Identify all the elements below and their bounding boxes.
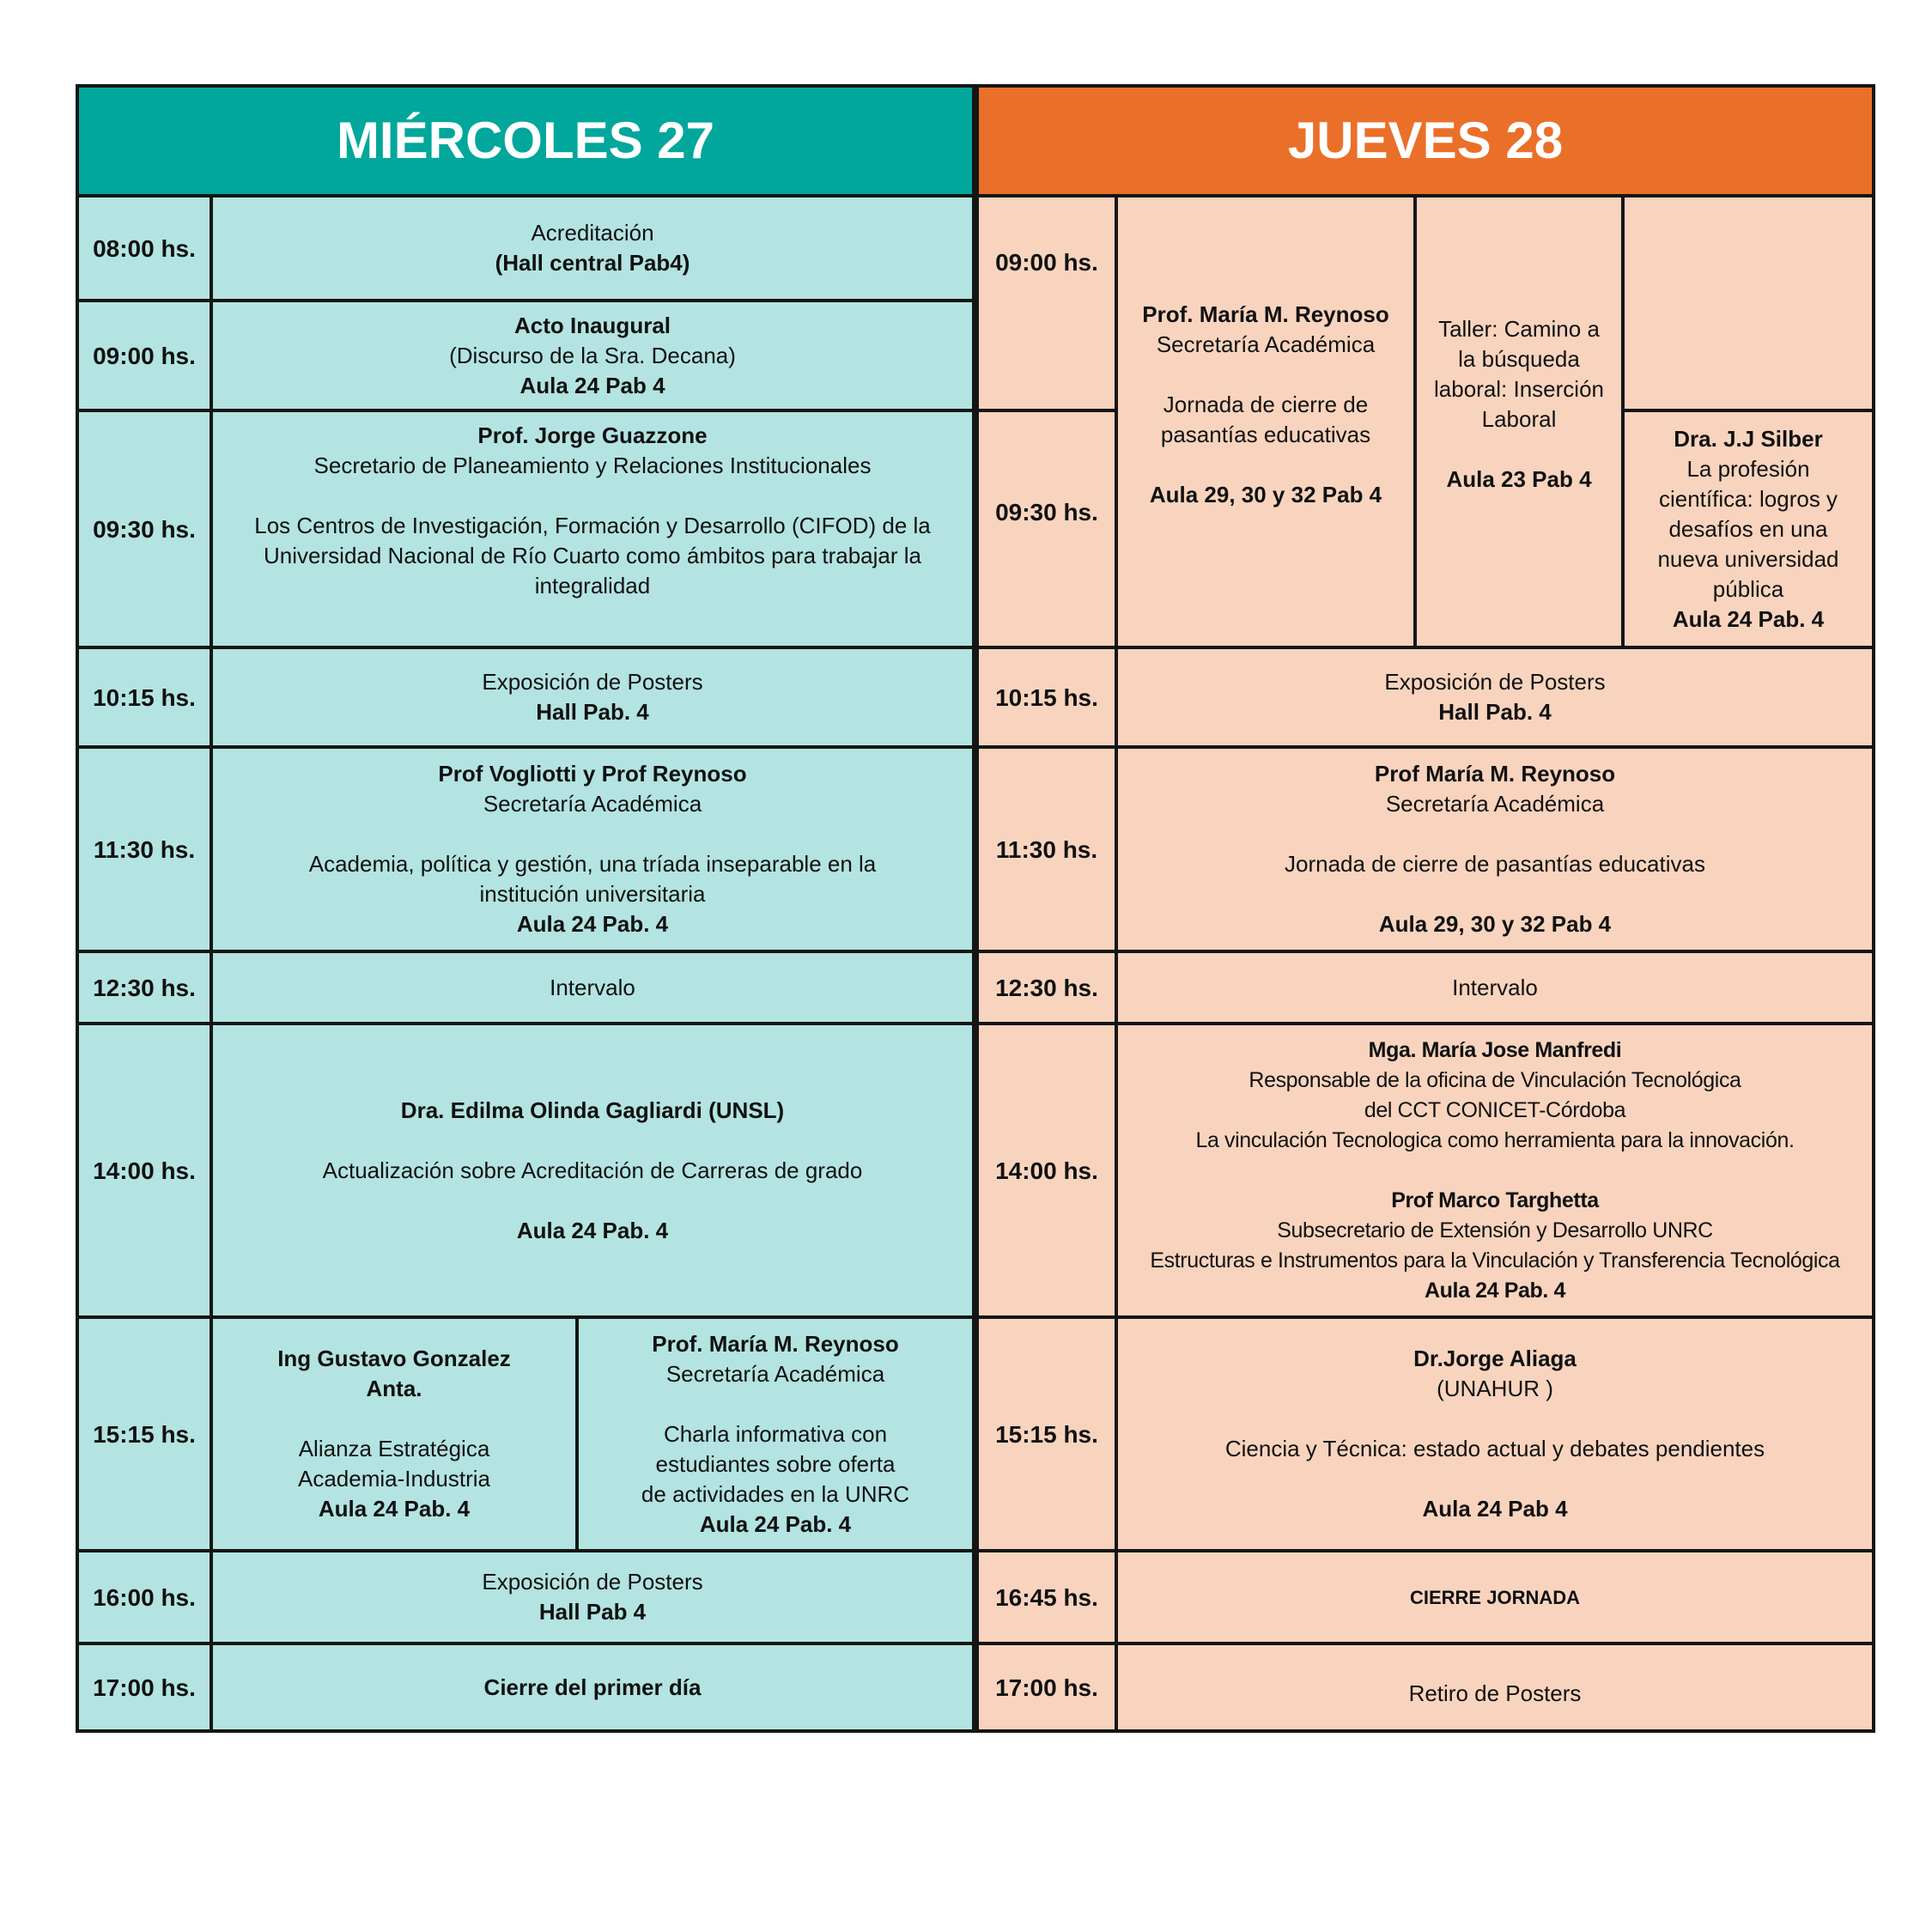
text-line: Secretaría Académica bbox=[1385, 791, 1605, 817]
text-line: Prof. María M. Reynoso bbox=[1142, 301, 1389, 327]
time-wed-0900: 09:00 hs. bbox=[76, 299, 213, 412]
text-line: Secretaría Académica bbox=[665, 1360, 885, 1387]
text-line: (Hall central Pab4) bbox=[495, 250, 690, 276]
time-thu-1645: 16:45 hs. bbox=[975, 1549, 1118, 1645]
thu-1400-manfredi-targhetta bbox=[1115, 1022, 1875, 1319]
text-line: de actividades en la UNRC bbox=[641, 1480, 910, 1507]
text-line: Exposición de Posters bbox=[1384, 669, 1606, 695]
text-line: Los Centros de Investigación, Formación y Desarrollo (CIFOD) de la bbox=[254, 513, 931, 538]
time-wed-0930: 09:30 hs. bbox=[76, 409, 213, 649]
text-line: Cierre del primer día bbox=[483, 1674, 702, 1700]
text-line: Intervalo bbox=[550, 974, 635, 1000]
text-line: pública bbox=[1712, 575, 1784, 602]
time-thu-1515: 15:15 hs. bbox=[975, 1315, 1118, 1552]
time-thu-0930: 09:30 hs. bbox=[975, 409, 1118, 649]
text-line: Exposición de Posters bbox=[482, 669, 703, 695]
time-wed-1130: 11:30 hs. bbox=[76, 745, 213, 953]
text-line: Prof. María M. Reynoso bbox=[652, 1330, 899, 1357]
thu-1130-reynoso bbox=[1115, 745, 1875, 953]
text-line: Aula 24 Pab. 4 bbox=[516, 911, 669, 937]
text-line: Universidad Nacional de Río Cuarto como ámbitos para trabajar la bbox=[264, 543, 921, 568]
text-line: Prof Vogliotti y Prof Reynoso bbox=[438, 761, 747, 787]
text-line: Acreditación bbox=[531, 220, 654, 246]
wed-1015-posters bbox=[210, 646, 975, 749]
text-line: Hall Pab. 4 bbox=[1438, 699, 1552, 725]
text-line: estudiantes sobre oferta bbox=[655, 1450, 896, 1477]
text-line: Aula 29, 30 y 32 Pab 4 bbox=[1378, 911, 1612, 937]
text-line: Hall Pab. 4 bbox=[536, 699, 649, 725]
time-wed-1515: 15:15 hs. bbox=[76, 1315, 213, 1552]
text-line: Hall Pab 4 bbox=[538, 1599, 647, 1625]
text-line: Responsable de la oficina de Vinculación Tecnológica bbox=[1249, 1067, 1741, 1092]
text-line: (UNAHUR ) bbox=[1437, 1376, 1553, 1401]
wed-1600-posters bbox=[210, 1549, 975, 1645]
text-line: Aula 24 Pab. 4 bbox=[318, 1496, 471, 1522]
wed-1700-closing bbox=[210, 1642, 975, 1733]
text-line: Dr.Jorge Aliaga bbox=[1413, 1346, 1577, 1371]
text-line: Jornada de cierre de bbox=[1163, 391, 1369, 417]
text-line: desafíos en una bbox=[1668, 515, 1828, 542]
text-line: Aula 24 Pab. 4 bbox=[699, 1510, 852, 1537]
thu-0930-silber bbox=[1621, 409, 1875, 649]
text-line: Prof María M. Reynoso bbox=[1374, 761, 1616, 787]
text-line: Alianza Estratégica bbox=[298, 1436, 490, 1461]
text-line: Aula 24 Pab 4 bbox=[1422, 1496, 1568, 1522]
time-wed-1015: 10:15 hs. bbox=[76, 646, 213, 749]
thu-1700-poster-removal bbox=[1115, 1642, 1875, 1733]
text-line: Secretaría Académica bbox=[483, 791, 702, 817]
wed-0930-guazzone-talk bbox=[210, 409, 975, 649]
text-line: Acto Inaugural bbox=[513, 312, 671, 338]
text-line: Aula 24 Pab 4 bbox=[519, 372, 665, 398]
time-thu-1230: 12:30 hs. bbox=[975, 950, 1118, 1025]
text-line: del CCT CONICET-Córdoba bbox=[1364, 1097, 1626, 1122]
text-line: Academia, política y gestión, una tríada inseparable en la bbox=[308, 851, 877, 877]
text-line: Dra. J.J Silber bbox=[1674, 425, 1823, 452]
text-line: laboral: Inserción bbox=[1434, 376, 1604, 402]
text-line: Ciencia y Técnica: estado actual y debates pendientes bbox=[1224, 1436, 1765, 1461]
thu-1230-interval bbox=[1115, 950, 1875, 1025]
wed-1515-gonzalez bbox=[210, 1315, 579, 1552]
text-line: Mga. María Jose Manfredi bbox=[1368, 1037, 1622, 1062]
text-line: Secretario de Planeamiento y Relaciones Institucionales bbox=[313, 453, 872, 478]
text-line: Retiro de Posters bbox=[1408, 1680, 1582, 1706]
text-line: Aula 29, 30 y 32 Pab 4 bbox=[1149, 481, 1382, 507]
text-line: La profesión bbox=[1686, 455, 1810, 482]
time-thu-1015: 10:15 hs. bbox=[975, 646, 1118, 749]
wed-1400-gagliardi bbox=[210, 1022, 975, 1319]
text-line: institución universitaria bbox=[479, 881, 706, 907]
time-wed-0800: 08:00 hs. bbox=[76, 194, 213, 302]
text-line: Exposición de Posters bbox=[482, 1569, 703, 1595]
thu-0900-taller-insercion bbox=[1413, 194, 1625, 649]
text-line: Intervalo bbox=[1452, 974, 1538, 1000]
text-line: Academia-Industria bbox=[298, 1466, 490, 1492]
thu-0900-reynoso-pasantias bbox=[1115, 194, 1417, 649]
text-line: Subsecretario de Extensión y Desarrollo UNRC bbox=[1277, 1218, 1713, 1242]
wed-0900-opening-act bbox=[210, 299, 975, 412]
text-line: Aula 24 Pab. 4 bbox=[1672, 605, 1825, 632]
text-line: nueva universidad bbox=[1657, 545, 1839, 572]
text-line: Aula 24 Pab. 4 bbox=[1425, 1278, 1565, 1303]
header-wednesday: MIÉRCOLES 27 bbox=[76, 84, 975, 197]
thu-0900-empty-slot bbox=[1621, 194, 1875, 412]
text-line: Actualización sobre Acreditación de Carreras de grado bbox=[322, 1157, 863, 1183]
text-line: CIERRE JORNADA bbox=[1409, 1586, 1581, 1608]
text-line: Taller: Camino a bbox=[1438, 316, 1600, 342]
time-thu-1700: 17:00 hs. bbox=[975, 1642, 1118, 1733]
time-thu-0900: 09:00 hs. bbox=[975, 194, 1118, 412]
time-wed-1230: 12:30 hs. bbox=[76, 950, 213, 1025]
text-line: Estructuras e Instrumentos para la Vinculación y Transferencia Tecnológica bbox=[1150, 1248, 1840, 1273]
text-line: Aula 24 Pab. 4 bbox=[516, 1217, 669, 1243]
time-thu-1400: 14:00 hs. bbox=[975, 1022, 1118, 1319]
text-line: Prof Marco Targhetta bbox=[1391, 1188, 1599, 1212]
text-line: pasantías educativas bbox=[1160, 421, 1371, 447]
text-line: Anta. bbox=[366, 1376, 422, 1401]
text-line: integralidad bbox=[534, 573, 651, 598]
text-line: Aula 23 Pab 4 bbox=[1446, 466, 1592, 492]
text-line: científica: logros y bbox=[1658, 485, 1838, 512]
text-line: la búsqueda bbox=[1458, 346, 1580, 372]
text-line: Dra. Edilma Olinda Gagliardi (UNSL) bbox=[400, 1097, 785, 1123]
thu-1645-closing bbox=[1115, 1549, 1875, 1645]
time-wed-1400: 14:00 hs. bbox=[76, 1022, 213, 1319]
text-line: Prof. Jorge Guazzone bbox=[477, 422, 708, 448]
wed-1130-vogliotti-reynoso bbox=[210, 745, 975, 953]
header-thursday: JUEVES 28 bbox=[975, 84, 1875, 197]
text-line: La vinculación Tecnologica como herramienta para la innovación. bbox=[1195, 1127, 1795, 1152]
time-wed-1600: 16:00 hs. bbox=[76, 1549, 213, 1645]
text-line: (Discurso de la Sra. Decana) bbox=[449, 342, 736, 368]
time-thu-1130: 11:30 hs. bbox=[975, 745, 1118, 953]
text-line: Jornada de cierre de pasantías educativas bbox=[1285, 851, 1705, 877]
wed-0800-accreditation bbox=[210, 194, 975, 302]
text-line: Laboral bbox=[1481, 406, 1557, 432]
thu-1515-aliaga bbox=[1115, 1315, 1875, 1552]
thu-1015-posters bbox=[1115, 646, 1875, 749]
wed-1515-reynoso bbox=[575, 1315, 975, 1552]
text-line: Charla informativa con bbox=[663, 1420, 888, 1447]
wed-1230-interval bbox=[210, 950, 975, 1025]
time-wed-1700: 17:00 hs. bbox=[76, 1642, 213, 1733]
text-line: Ing Gustavo Gonzalez bbox=[277, 1346, 511, 1371]
text-line: Secretaría Académica bbox=[1156, 331, 1376, 357]
